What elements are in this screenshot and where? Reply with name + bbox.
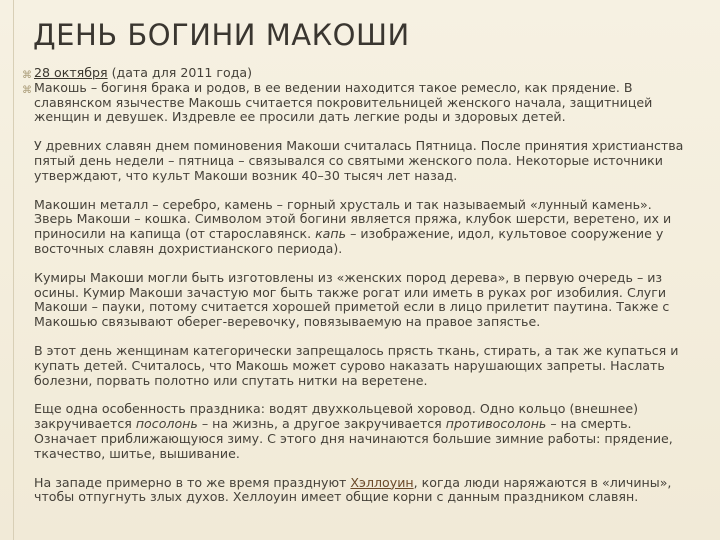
paragraph-6-text-3: – на смерть. Означает приближающуюся зиму. С этого дня начинаются большие зимние работы: прядение, ткачество, шитье, вышивание. (34, 416, 673, 461)
paragraph-6-text: Еще одна особенность праздника: водят двухкольцевой хоровод. Одно кольцо (внешнее) закручивается (34, 401, 638, 432)
intro-line (34, 66, 690, 125)
paragraph-6-italic-1: посолонь (135, 416, 198, 432)
paragraph-5: В этот день женщинам категорически запрещалось прясть ткань, стирать, а так же купаться и купать детей. Считалось, что Макошь может сурово наказать нарушающих запреты. Наслать болезни, порвать полотно или спутать нитки на веретене. (34, 342, 679, 388)
content-body (34, 66, 690, 519)
date-link[interactable]: 28 октября (34, 65, 108, 80)
x-bullet-icon: ⌘ (22, 70, 32, 81)
paragraph-7-text-end: , когда люди наряжаются в «личины», чтобы отпугнуть злых духов. Хеллоуин имеет общие корни с данным праздником славян. (34, 474, 672, 505)
paragraph-6-text-2: – на жизнь, а другое закручивается (197, 416, 446, 432)
paragraph-1: Макошь – богиня брака и родов, в ее ведении находится такое ремесло, как прядение. В славянском язычестве Макошь считается покровительницей женского начала, защитницей женщин и девушек. Издревле ее просили дать легкие роды и здоровых детей. (34, 79, 653, 125)
paragraph-7-text: На западе примерно в то же время празднуют (34, 474, 351, 490)
paragraph-7 (34, 476, 690, 506)
x-bullet-icon: ⌘ (22, 85, 32, 96)
paragraph-4: Кумиры Макоши могли быть изготовлены из «женских пород дерева», в первую очередь – из осины. Кумир Макоши зачастую мог быть также рогат или иметь в руках рог изобилия. Слуги Макоши – пауки, потому считается хорошей приметой если в лицо прилетит паутина. Также с Макошью связывают оберег-веревочку, повязываемую на правое запястье. (34, 269, 670, 330)
paragraph-6 (34, 402, 690, 461)
paragraph-3-text: Макошин металл – серебро, камень – горный хрусталь и так называемый «лунный камень». Зверь Макоши – кошка. Символом этой богини является пряжа, клубок шерсти, веретено, их и приносили на капища (от старославянск. (34, 196, 672, 242)
paragraph-2: У древних славян днем поминовения Макоши считалась Пятница. После принятия христианства пятый день недели – пятница – связывался со святыми женского пола. Некоторые источники утверждают, что культ Макоши возник 40–30 тысяч лет назад. (34, 138, 684, 183)
left-frame-line (13, 0, 14, 540)
paragraph-6-italic-2: противосолонь (445, 416, 547, 432)
paragraph-3-italic: капь (315, 226, 347, 242)
halloween-link[interactable]: Хэллоуин (350, 474, 414, 490)
page-title: ДЕНЬ БОГИНИ МАКОШИ (33, 18, 410, 52)
paragraph-3 (34, 198, 690, 257)
paragraph-3-text-end: – изображение, идол, культовое сооружение у восточных славян дохристианского периода). (34, 226, 664, 256)
date-note: (дата для 2011 года) (107, 65, 253, 80)
